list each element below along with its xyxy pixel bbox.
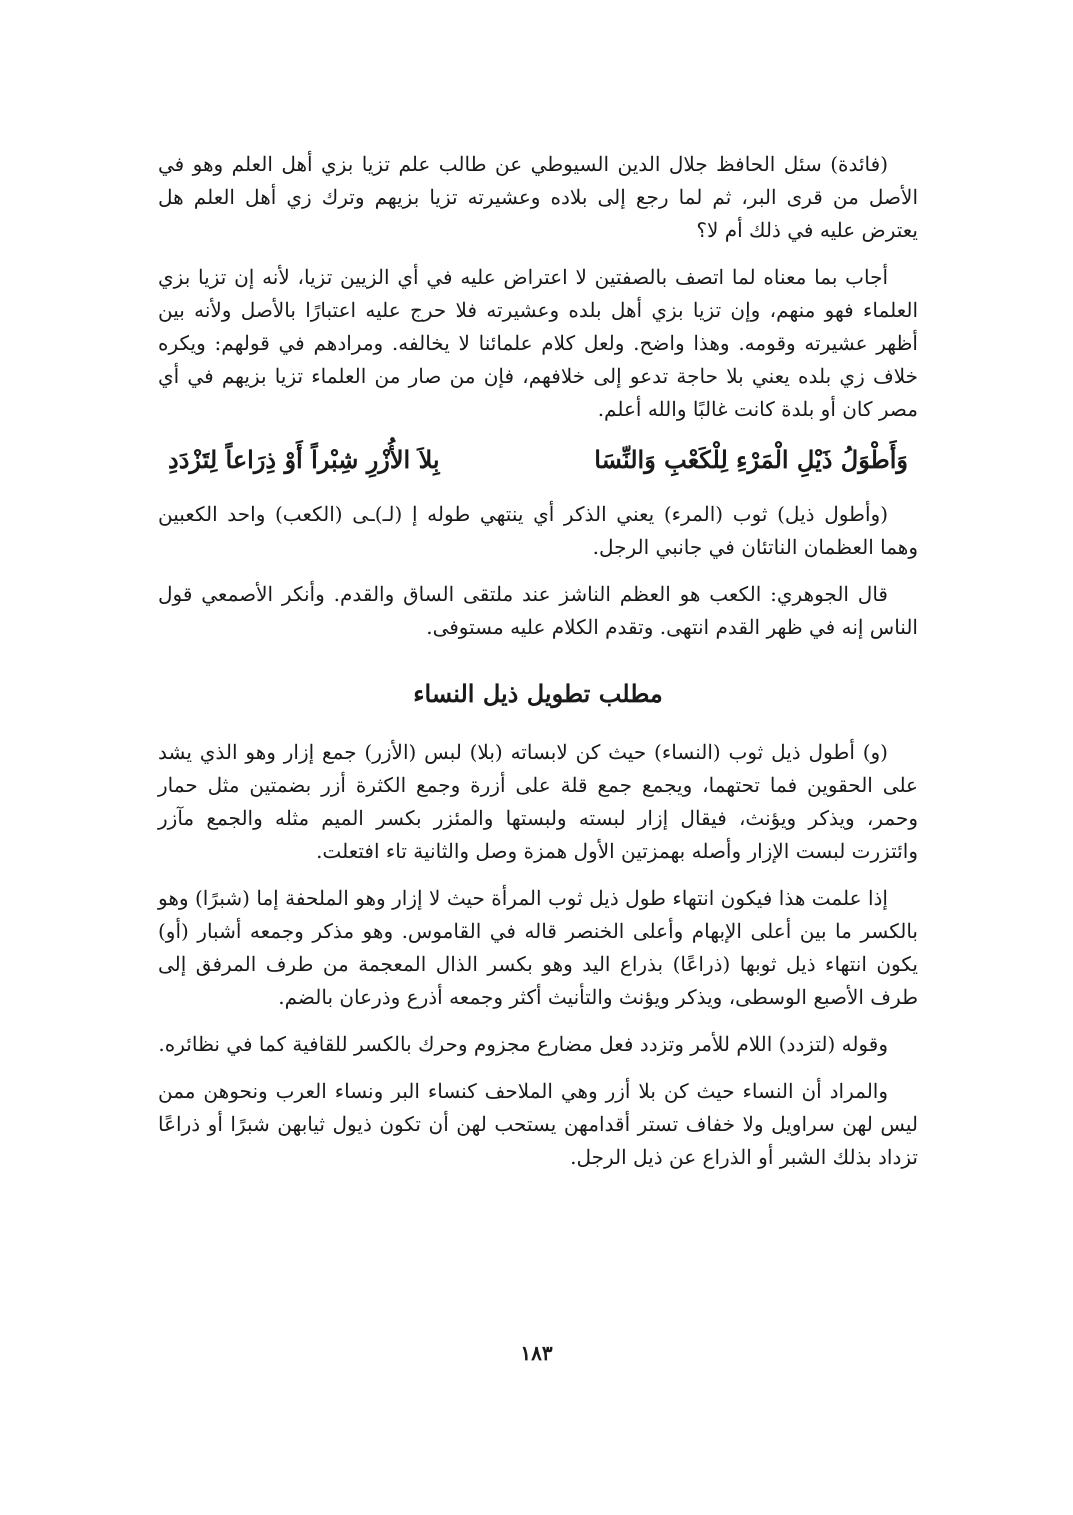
poem-verse [168,440,908,480]
paragraph-litazdad: وقوله (لتزدد) اللام للأمر وتزدد فعل مضارع مجزوم وحرك بالكسر للقافية كما في نظائره. [158,1032,888,1056]
verse-second-hemistich: بِلاَ الأُزْرِ شِبْراً أَوْ ذِرَاعاً لِتَزْدَدِ [168,445,440,474]
paragraph-answer: أجاب بما معناه لما اتصف بالصفتين لا اعتراض عليه في أي الزيين تزيا، لأنه إن تزيا بزي العلماء فهو منهم، وإن تزيا بزي أهل بلده وعشيرته فلا حرج عليه اعتبارًا بالأصل ولأنه بين أظهر عشيرته وقومه. وهذا واضح. ولعل كلام علمائنا لا يخالفه. ومرادهم في قولهم: ويكره خلاف زي بلده يعني بلا حاجة تدعو إلى خلافهم، فإن من صار من العلماء تزيا بزيهم في أي مصر كان أو بلدة كانت غالبًا والله أعلم. [158,265,918,421]
paragraph-verse-explanation: (وأطول ذيل) ثوب (المرء) يعني الذكر أي ينتهي طوله إ (لـ)ـى (الكعب) واحد الكعبين وهما العظمان الناتئان في جانبي الرجل. [158,502,918,559]
paragraph-fa-ida: (فائدة) سئل الحافظ جلال الدين السيوطي عن طالب علم تزيا بزي أهل العلم وهو في الأصل من قرى البر، ثم لما رجع إلى بلاده وعشيرته تزيا بزيهم وترك زي أهل العلم هل يعترض عليه في ذلك أم لا؟ [158,152,918,242]
section-heading: مطلب تطويل ذيل النساء [413,679,663,708]
paragraph-shibr: إذا علمت هذا فيكون انتهاء طول ذيل ثوب المرأة حيث لا إزار وهو الملحفة إما (شبرًا) وهو بالكسر ما بين أعلى الإبهام وأعلى الخنصر قاله في القاموس. وهو مذكر وجمعه أشبار (أو) يكون انتهاء ذيل ثوبها (ذراعًا) بذراع اليد وهو بكسر الذال المعجمة من طرف المرفق إلى طرف الأصبع الوسطى، ويذكر ويؤنث والتأنيث أكثر وجمعه أذرع وذرعان بالضم. [158,886,918,1009]
paragraph-meaning: والمراد أن النساء حيث كن بلا أزر وهي الملاحف كنساء البر ونساء العرب ونحوهن ممن ليس لهن سراويل ولا خفاف تستر أقدامهن يستحب لهن أن تكون ذيول ثيابهن شبرًا أو ذراعًا تزداد بذلك الشبر أو الذراع عن ذيل الرجل. [158,1079,918,1169]
paragraph-izar: (و) أطول ذيل ثوب (النساء) حيث كن لابساته (بلا) لبس (الأزر) جمع إزار وهو الذي يشد على الحقوين فما تحتهما، ويجمع جمع قلة على أزرة وجمع الكثرة أزر بضمتين مثل حمار وحمر، ويذكر ويؤنث، فيقال إزار لبسته ولبستها والمئزر بكسر الميم مثله والجمع مآزر وائتزرت لبست الإزار وأصله بهمزتين الأول همزة وصل والثانية تاء افتعلت. [158,740,918,863]
paragraph-jawhari: قال الجوهري: الكعب هو العظم الناشز عند ملتقى الساق والقدم. وأنكر الأصمعي قول الناس إنه في ظهر القدم انتهى. وتقدم الكلام عليه مستوفى. [158,582,918,639]
verse-first-hemistich: وَأَطْوَلُ ذَيْلِ الْمَرْءِ لِلْكَعْبِ وَالنِّسَا [594,445,908,474]
page-number: ١٨٣ [520,1341,553,1365]
page-body [158,148,918,1174]
